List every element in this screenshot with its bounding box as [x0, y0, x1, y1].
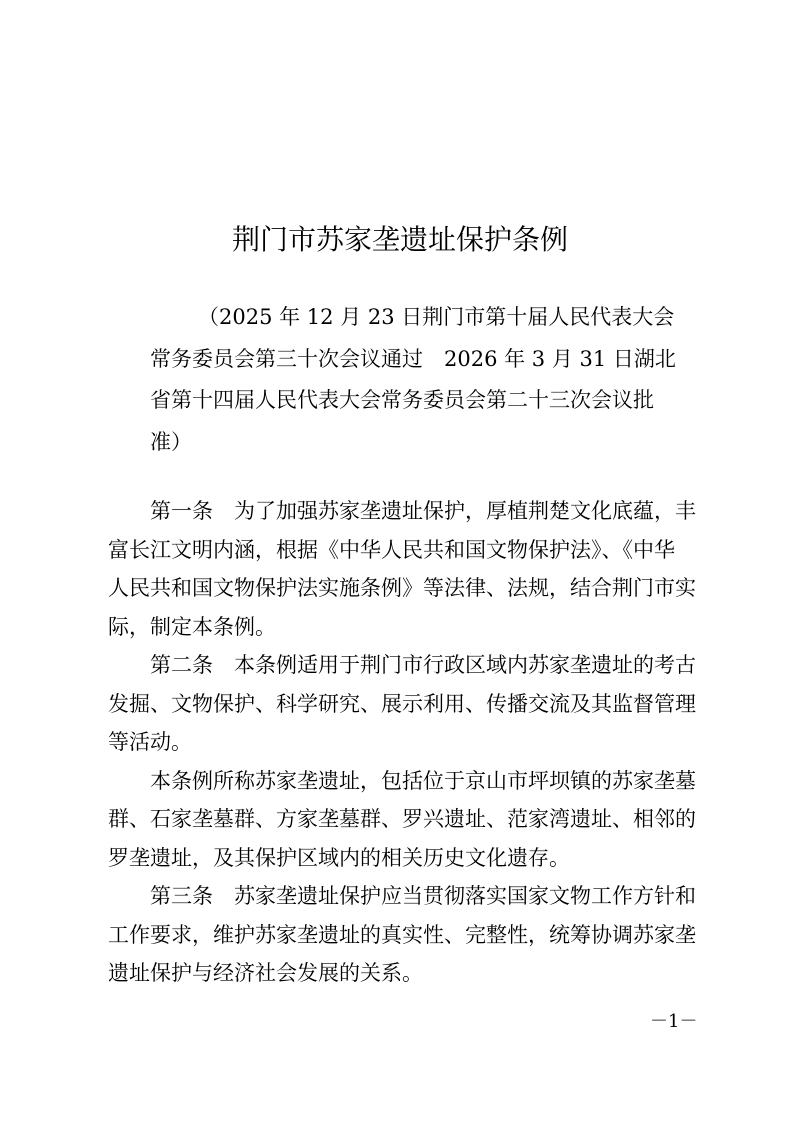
paragraph-line: 罗垄遗址，及其保护区域内的相关历史文化遗存。 [108, 845, 570, 870]
paragraph-line: 际，制定本条例。 [108, 614, 276, 639]
paragraph-line: 群、石家垄墓群、方家垄墓群、罗兴遗址、范家湾遗址、相邻的 [108, 807, 696, 831]
document-body [108, 492, 708, 993]
paragraph-line: 第一条 为了加强苏家垄遗址保护，厚植荆楚文化底蕴，丰 [150, 499, 696, 523]
paragraph-line: 遗址保护与经济社会发展的关系。 [108, 961, 423, 985]
paragraph-line: 等活动。 [108, 730, 192, 754]
paragraph-line: 工作要求，维护苏家垄遗址的真实性、完整性，统筹协调苏家垄 [108, 922, 696, 947]
paragraph-line: 人民共和国文物保护法实施条例》等法律、法规，结合荆门市实 [108, 576, 696, 600]
adoption-note-line: 准） [150, 429, 192, 454]
paragraph-line: 本条例所称苏家垄遗址，包括位于京山市坪坝镇的苏家垄墓 [150, 768, 696, 793]
paragraph-line: 第三条 苏家垄遗址保护应当贯彻落实国家文物工作方针和 [150, 884, 696, 908]
adoption-note-line: 常务委员会第三十次会议通过 2026 年 3 月 31 日湖北 [150, 346, 676, 371]
article-3-paragraph [108, 877, 708, 993]
adoption-note [150, 297, 676, 463]
article-1-paragraph [108, 492, 708, 646]
document-title: 荆门市苏家垄遗址保护条例 [231, 223, 568, 256]
adoption-note-line: （2025 年 12 月 23 日荆门市第十届人民代表大会 [198, 305, 675, 329]
page-number: －1－ [650, 1011, 698, 1032]
paragraph-line: 富长江文明内涵，根据《中华人民共和国文物保护法》、《中华 [108, 537, 675, 562]
adoption-note-line: 省第十四届人民代表大会常务委员会第二十三次会议批 [150, 388, 654, 412]
article-2-paragraph [108, 646, 708, 762]
paragraph-line: 发掘、文物保护、科学研究、展示利用、传播交流及其监督管理 [108, 691, 696, 716]
article-2-definition-paragraph [108, 762, 708, 878]
paragraph-line: 第二条 本条例适用于荆门市行政区域内苏家垄遗址的考古 [150, 653, 696, 677]
